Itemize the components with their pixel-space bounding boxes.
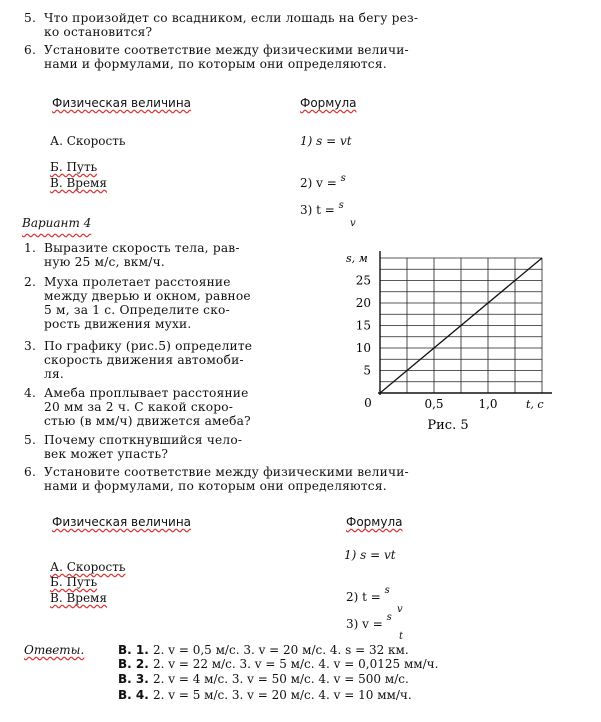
question-text: рость движения мухи. [44,317,192,331]
question-number: 6. [24,465,37,479]
formula-numerator: s [340,173,346,184]
answer-row [118,657,438,671]
question-text: Почему споткнувшийся чело- [44,433,243,447]
y-tick-label: 5 [363,363,371,378]
figure-caption: Рис. 5 [427,418,469,433]
question-text: скорость движения автомоби- [44,353,244,367]
question-text: нами и формулами, по которым они определяются. [44,479,387,493]
answer-variant: В. 3. [118,672,153,686]
answer-text: 2. v = 5 м/с. 3. v = 20 м/с. 4. v = 10 мм/ч. [152,688,412,702]
formula-numerator: s [386,612,392,623]
question-text: По графику (рис.5) определите [44,339,253,353]
question-text: 5 м, за 1 с. Определите ско- [44,303,230,317]
question-text: Установите соответствие между физическими величи- [44,465,409,479]
column-header-quantity: Физическая величина [52,515,192,529]
formula-1: 1) s = vt [300,134,352,148]
quantity-b: Б. Путь [50,160,98,174]
quantity-b: Б. Путь [50,575,98,589]
quantity-a: А. Скорость [50,560,126,574]
formula-numerator: s [338,200,344,211]
question-5 [24,433,242,461]
answer-text: 2. v = 4 м/с. 3. v = 50 м/с. 4. v = 500 м/с. [152,672,409,686]
question-5-top [24,11,418,39]
question-text: ля. [44,367,64,381]
formula-3 [346,612,392,631]
chart-labels [346,252,544,433]
x-tick-label: 1,0 [478,397,498,411]
question-3 [24,339,252,381]
answer-text: 2. v = 22 м/с. 3. v = 5 м/с. 4. v = 0,0125 мм/ч. [152,657,439,671]
column-header-formula: Формула [300,96,357,110]
question-number: 1. [24,241,37,255]
formula-prefix: 3) v = [346,617,383,631]
formula-3-denominator: t [399,631,404,642]
question-text: Установите соответствие между физическими величи- [44,43,409,57]
question-text: между дверью и окном, равное [44,289,251,303]
origin-label: 0 [364,396,372,410]
question-number: 6. [24,43,37,57]
quantity-a: А. Скорость [50,134,126,148]
answer-variant: В. 2. [118,657,153,671]
answers-label: Ответы. [24,643,85,657]
answer-row [118,672,409,686]
question-text: Выразите скорость тела, рав- [44,241,240,255]
answer-text: 2. v = 0,5 м/с. 3. v = 20 м/с. 4. s = 32 км. [152,643,409,657]
question-number: 2. [24,275,37,289]
question-number: 4. [24,386,37,400]
question-2 [24,275,251,331]
formula-numerator: s [384,585,390,596]
formula-prefix: 2) t = [346,590,381,604]
question-text: ную 25 м/с, вкм/ч. [44,255,165,269]
column-header-formula: Формула [346,515,403,529]
formula-2-denominator: v [397,604,403,615]
question-4 [24,386,251,428]
answer-row [118,643,409,657]
y-tick-label: 15 [355,318,371,333]
formula-1: 1) s = vt [344,548,396,562]
formula-3-denominator: v [350,218,356,229]
distance-time-chart [330,245,555,435]
question-6-top [24,43,409,71]
question-text: Амеба проплывает расстояние [44,386,249,400]
quantity-a-cut [50,134,126,151]
column-header-quantity: Физическая величина [52,96,192,110]
y-tick-label: 25 [355,273,371,288]
answer-row [118,688,412,702]
x-axis-label: t, c [526,398,544,411]
question-text: стью (в мм/ч) движется амеба? [44,414,251,428]
y-axis-label: s, м [346,252,368,265]
question-number: 5. [24,11,37,25]
formula-3 [300,200,344,217]
question-6 [24,465,409,493]
answer-variant: В. 4. [118,688,153,702]
question-1 [24,241,240,269]
formula-1-cut [344,548,396,565]
variant-title-text: Вариант 4 [22,216,92,230]
question-text: ко остановится? [44,25,153,39]
question-text: 20 мм за 2 ч. С какой скоро- [44,400,234,414]
answer-variant: В. 1. [118,643,153,657]
variant-title [22,216,92,232]
formula-2 [300,173,346,190]
formula-1-cut [300,134,352,151]
formula-2 [346,585,390,604]
question-number: 3. [24,339,37,353]
question-text: век может упасть? [44,447,169,461]
question-text: Муха пролетает расстояние [44,275,231,289]
formula-prefix: 3) t = [300,203,335,217]
question-text: нами и формулами, по которым они определяются. [44,57,387,71]
formula-prefix: 2) v = [300,176,337,190]
y-tick-label: 10 [355,341,371,355]
question-text: Что произойдет со всадником, если лошадь на бегу рез- [44,11,419,25]
y-tick-label: 20 [355,296,371,310]
quantity-c: В. Время [50,591,107,605]
x-tick-label: 0,5 [424,397,444,411]
quantity-c: В. Время [50,176,107,190]
question-number: 5. [24,433,37,447]
